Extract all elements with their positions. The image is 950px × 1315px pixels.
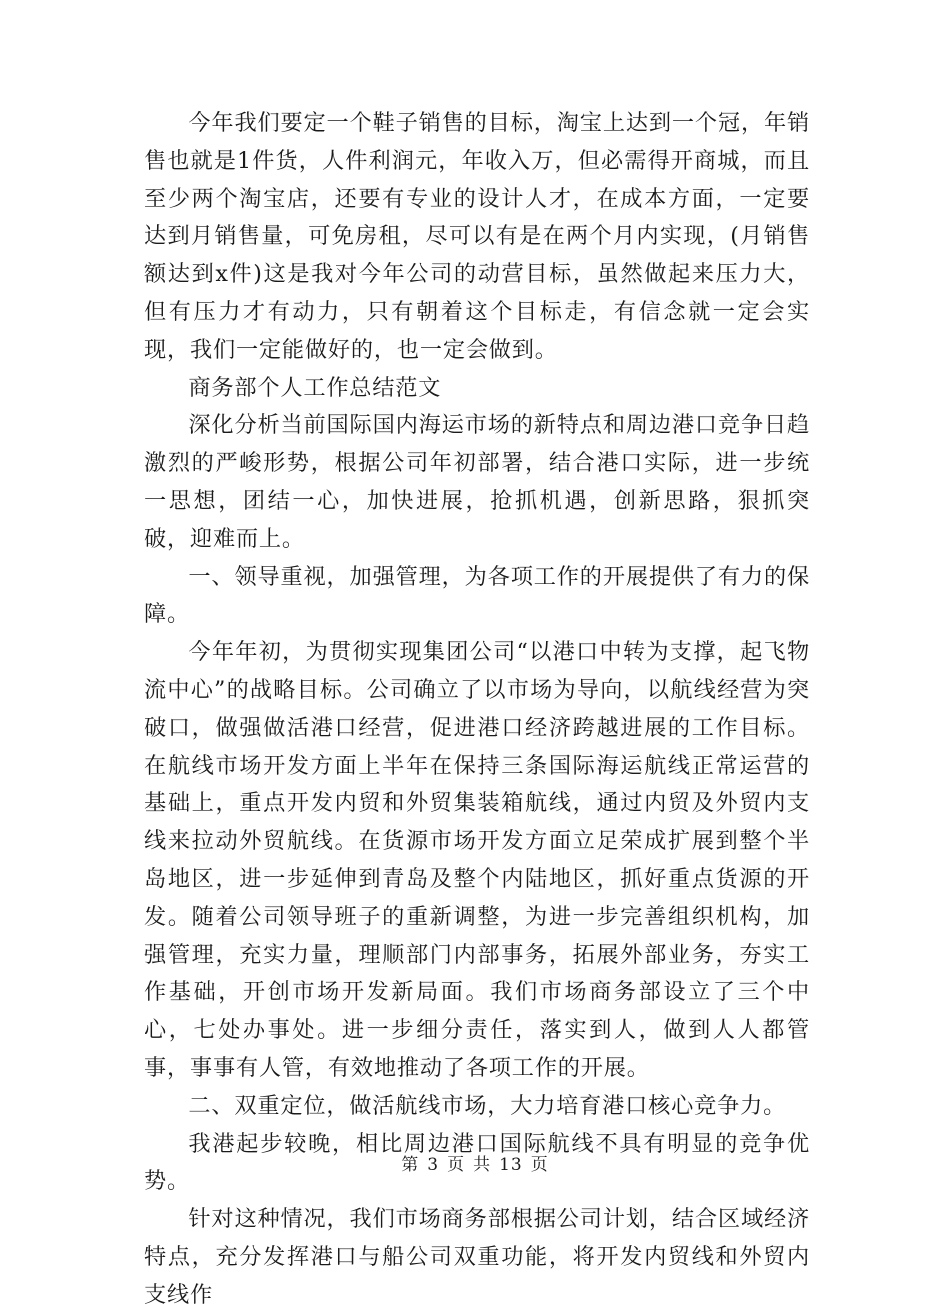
paragraph-section-one: 今年年初，为贯彻实现集团公司“以港口中转为支撑，起飞物流中心”的战略目标。公司确立了以市场为导向，以航线经营为突破口，做强做活港口经营，促进港口经济跨越进展的工作目标。在航线市场开发方面上半年在保持三条国际海运航线正常运营的基础上，重点开发内贸和外贸集装箱航线，通过内贸及外贸内支线来拉动外贸航线。在货源市场开发方面立足荣成扩展到整个半岛地区，进一步延伸到青岛及整个内陆地区，抓好重点货源的开发。随着公司领导班子的重新调整，为进一步完善组织机构，加强管理，充实力量，理顺部门内部事务，拓展外部业务，夯实工作基础，开创市场开发新局面。我们市场商务部设立了三个中心，七处办事处。进一步细分责任，落实到人，做到人人都管事，事事有人管，有效地推动了各项工作的开展。 — [144, 639, 810, 1081]
heading-section-two: 二、双重定位，做活航线市场，大力培育港口核心竞争力。 — [188, 1092, 787, 1119]
footer-page-label: 第 — [401, 1155, 420, 1175]
footer-total-label: 共 — [473, 1155, 492, 1175]
heading-section-one: 一、领导重视，加强管理，为各项工作的开展提供了有力的保障。 — [144, 563, 810, 628]
section-title: 商务部个人工作总结范文 — [188, 374, 442, 401]
footer-current-page: 3 — [427, 1155, 440, 1175]
footer-total-pages: 13 — [499, 1155, 523, 1175]
paragraph-strategy: 针对这种情况，我们市场商务部根据公司计划，结合区域经济特点，充分发挥港口与船公司双重功能，将开发内贸线和外贸内支线作 — [144, 1206, 810, 1308]
footer-total-unit: 页 — [530, 1155, 549, 1175]
document-body — [144, 105, 810, 1315]
page-footer — [0, 1150, 950, 1175]
footer-page-unit: 页 — [447, 1155, 466, 1175]
paragraph-intro: 深化分析当前国际国内海运市场的新特点和周边港口竞争日趋激烈的严峻形势，根据公司年初部署，结合港口实际，进一步统一思想，团结一心，加快进展，抢抓机遇，创新思路，狠抓突破，迎难而上。 — [144, 412, 810, 552]
paragraph-sales-target: 今年我们要定一个鞋子销售的目标，淘宝上达到一个冠，年销售也就是1件货，人件利润元，年收入万，但必需得开商城，而且至少两个淘宝店，还要有专业的设计人才，在成本方面，一定要达到月销售量，可免房租，尽可以有是在两个月内实现，(月销售额达到x件)这是我对今年公司的动营目标，虽然做起来压力大，但有压力才有动力，只有朝着这个目标走，有信念就一定会实现，我们一定能做好的，也一定会做到。 — [144, 110, 810, 363]
paragraph-port-status: 我港起步较晚，相比周边港口国际航线不具有明显的竞争优势。 — [144, 1130, 810, 1195]
